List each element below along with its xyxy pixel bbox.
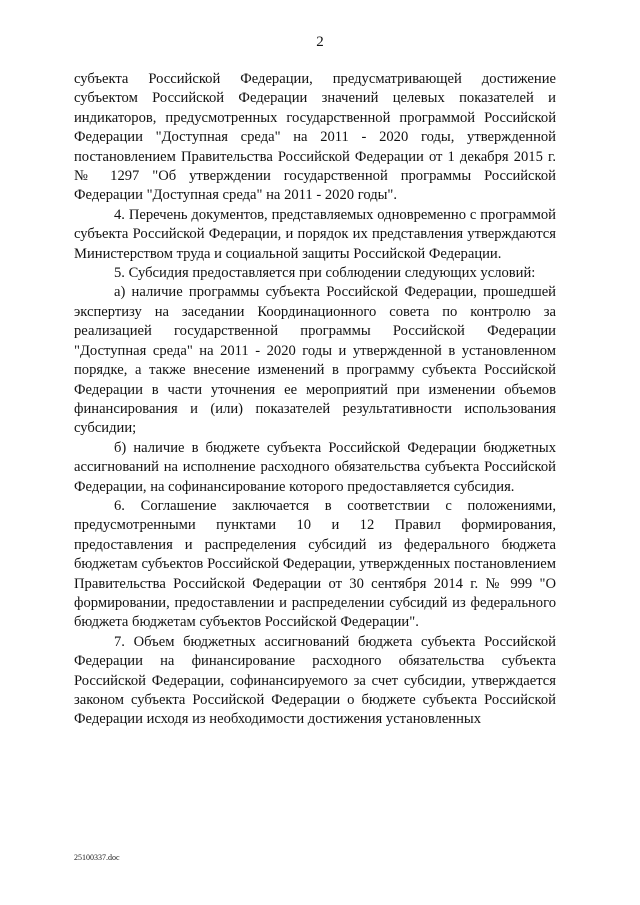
paragraph-continuation: субъекта Российской Федерации, предусматривающей достижение субъектом Российской Федерации значений целевых показателей и индикаторов, предусмотренных государственной программой Российской Федерации "Доступная среда" на 2011 - 2020 годы, утвержденной постановлением Правительства Российской Федерации от 1 декабря 2015 г. № 1297 "Об утверждении государственной программы Российской Федерации "Доступная среда" на 2011 - 2020 годы". — [74, 71, 556, 204]
paragraph-item-5: 5. Субсидия предоставляется при соблюдении следующих условий: — [114, 265, 536, 282]
paragraph-item-7: 7. Объем бюджетных ассигнований бюджета субъекта Российской Федерации на финансирование расходного обязательства субъекта Российской Федерации, софинансируемого за счет субсидии, утверждается законом субъекта Российской Федерации о бюджете субъекта Российской Федерации исходя из необходимости достижения установленных — [74, 633, 556, 728]
paragraph-item-6: 6. Соглашение заключается в соответствии с положениями, предусмотренными пунктами 10 и 12 Правил формирования, предоставления и распределения субсидий из федерального бюджета бюджетам субъектов Российской Федерации, утвержденных постановлением Правительства Российской Федерации от 30 сентября 2014 г. № 999 "О формировании, предоставлении и распределении субсидий из федерального бюджета бюджетам субъектов Российской Федерации". — [74, 497, 556, 631]
document-body — [74, 70, 556, 730]
paragraph-subitem-a: а) наличие программы субъекта Российской Федерации, прошедшей экспертизу на заседании Координационного совета по контролю за реализацией государственной программы Российской Федерации "Доступная среда" на 2011 - 2020 годы и утвержденной в установленном порядке, а также внесение изменений в программу субъекта Российской Федерации в части уточнения ее мероприятий при изменении объемов финансирования и (или) показателей результативности использования субсидии; — [74, 284, 556, 437]
page-number: 2 — [316, 34, 324, 50]
paragraph-subitem-b: б) наличие в бюджете субъекта Российской Федерации бюджетных ассигнований на исполнение расходного обязательства субъекта Российской Федерации, на софинансирование которого предоставляется субсидия. — [74, 439, 556, 495]
footer-filename: 25100337.doc — [74, 853, 120, 862]
paragraph-item-4: 4. Перечень документов, представляемых одновременно с программой субъекта Российской Федерации, и порядок их представления утверждаются Министерством труда и социальной защиты Российской Федерации. — [74, 206, 556, 262]
